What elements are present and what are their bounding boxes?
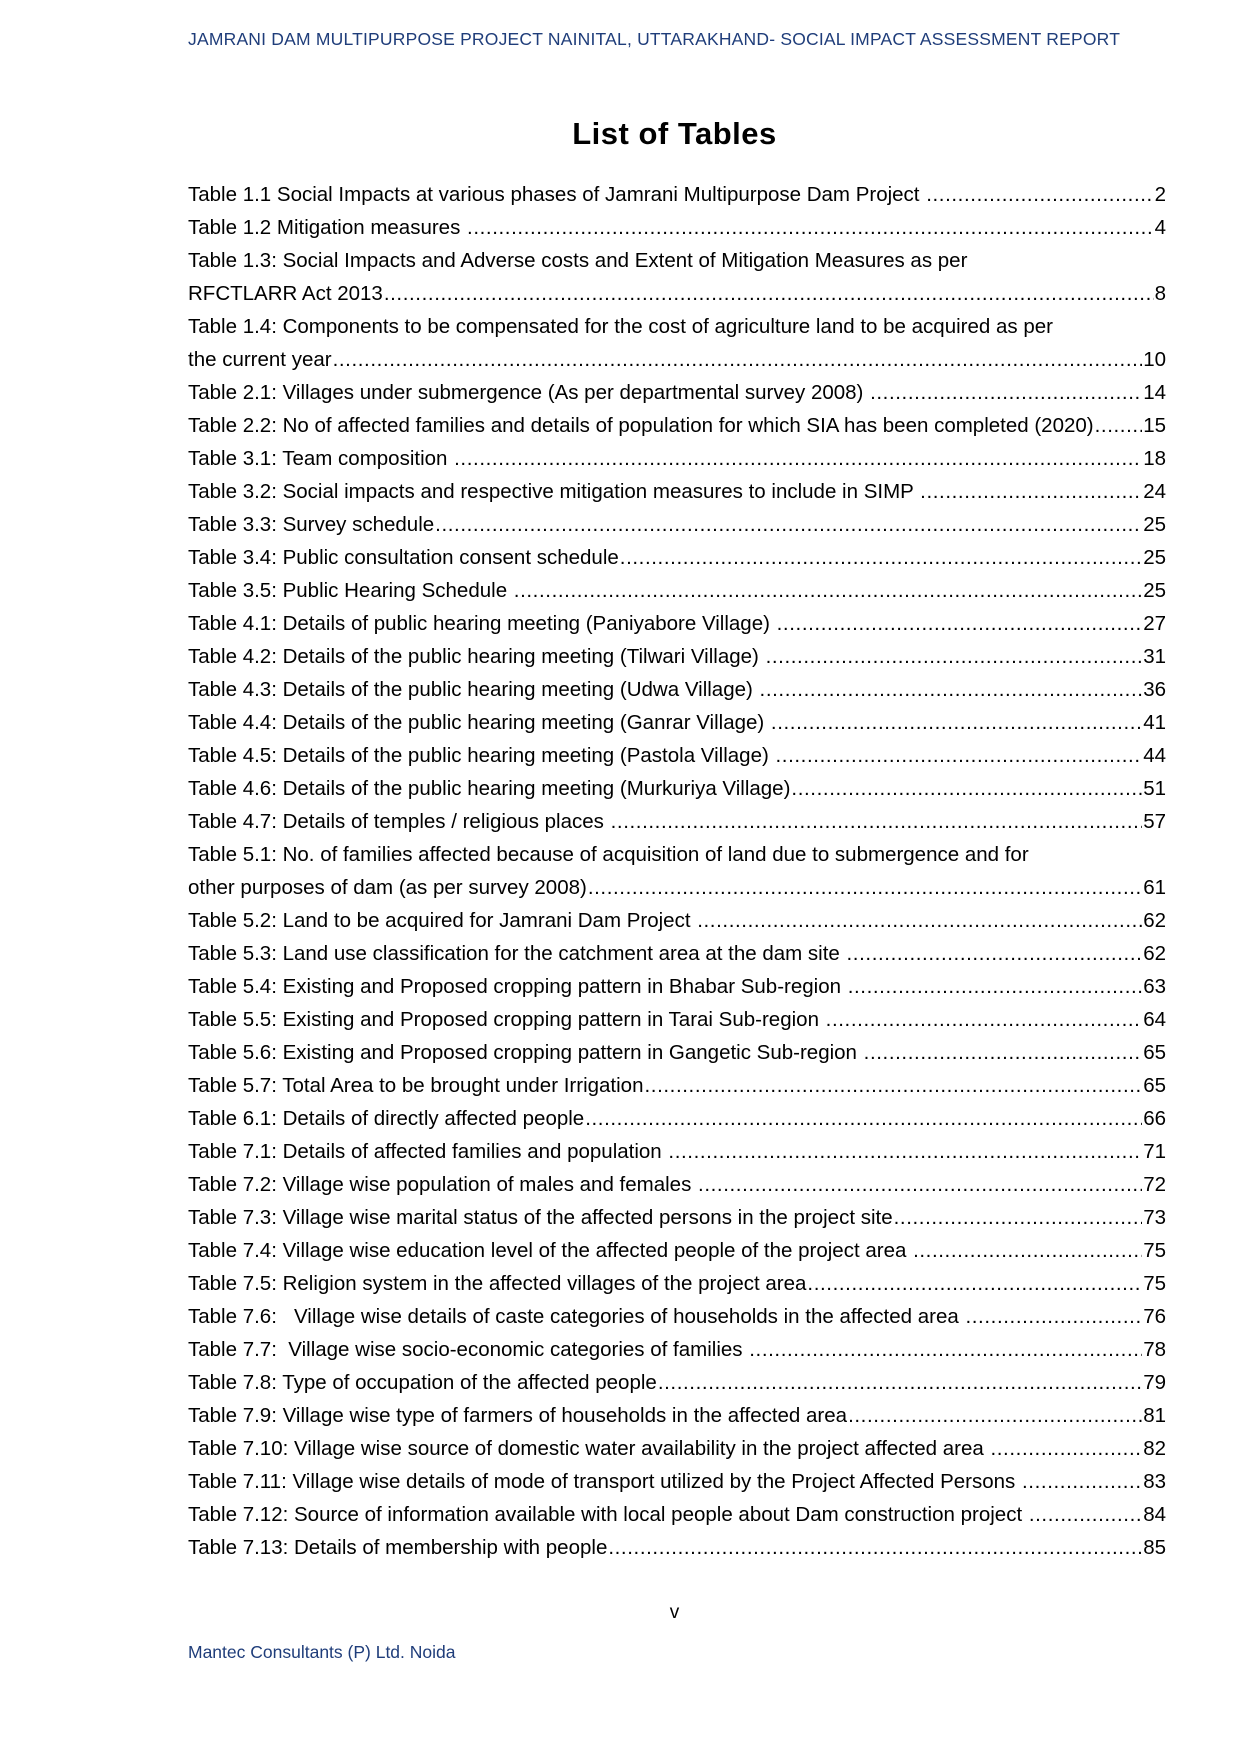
toc-entry-title: Table 3.3: Survey schedule bbox=[188, 513, 435, 536]
toc-entry-page: 76 bbox=[1143, 1305, 1166, 1328]
dot-leader bbox=[435, 508, 1142, 541]
toc-entry[interactable] bbox=[188, 1432, 1166, 1465]
toc-entry-page: 72 bbox=[1143, 1173, 1166, 1196]
dot-leader bbox=[333, 343, 1143, 376]
dot-leader bbox=[913, 1234, 1142, 1267]
toc-entry-page: 84 bbox=[1143, 1503, 1166, 1526]
toc-entry-title: Table 2.2: No of affected families and details of population for which SIA has been completed (2020) bbox=[188, 414, 1094, 437]
toc-entry-title: Table 4.3: Details of the public hearing meeting (Udwa Village) bbox=[188, 678, 759, 701]
toc-entry-title: the current year bbox=[188, 348, 332, 371]
dot-leader bbox=[514, 574, 1142, 607]
toc-entry-page: 24 bbox=[1143, 480, 1166, 503]
toc-entry-page: 25 bbox=[1143, 513, 1166, 536]
toc-entry-title: Table 1.3: Social Impacts and Adverse costs and Extent of Mitigation Measures as per bbox=[188, 249, 968, 272]
toc-entry[interactable] bbox=[188, 1531, 1166, 1564]
toc-entry-title: Table 7.11: Village wise details of mode of transport utilized by the Project Affected Persons bbox=[188, 1470, 1022, 1493]
toc-entry[interactable] bbox=[188, 376, 1166, 409]
toc-entry[interactable] bbox=[188, 673, 1166, 706]
dot-leader bbox=[620, 541, 1142, 574]
dot-leader bbox=[791, 772, 1142, 805]
toc-entry[interactable] bbox=[188, 1465, 1166, 1498]
toc-entry-page: 61 bbox=[1143, 876, 1166, 899]
toc-entry-page: 81 bbox=[1143, 1404, 1166, 1427]
dot-leader bbox=[611, 805, 1143, 838]
toc-entry-page: 64 bbox=[1143, 1008, 1166, 1031]
dot-leader bbox=[848, 970, 1142, 1003]
toc-entry-title: Table 4.4: Details of the public hearing meeting (Ganrar Village) bbox=[188, 711, 770, 734]
dot-leader bbox=[467, 211, 1154, 244]
toc-entry-title: Table 4.6: Details of the public hearing meeting (Murkuriya Village) bbox=[188, 777, 791, 800]
toc-entry[interactable] bbox=[188, 706, 1166, 739]
footer-company: Mantec Consultants (P) Ltd. Noida bbox=[188, 1642, 456, 1662]
toc-entry-title: Table 5.4: Existing and Proposed cropping pattern in Bhabar Sub-region bbox=[188, 975, 847, 998]
toc-entry-title: Table 7.1: Details of affected families and population bbox=[188, 1140, 668, 1163]
toc-entry[interactable] bbox=[188, 1135, 1166, 1168]
toc-entry[interactable] bbox=[188, 772, 1166, 805]
toc-entry-page: 31 bbox=[1143, 645, 1166, 668]
toc-entry-title: Table 7.12: Source of information available with local people about Dam construction project bbox=[188, 1503, 1028, 1526]
toc-entry-page: 78 bbox=[1143, 1338, 1166, 1361]
toc-entry[interactable] bbox=[188, 739, 1166, 772]
toc-entry-title: Table 4.5: Details of the public hearing meeting (Pastola Village) bbox=[188, 744, 775, 767]
toc-entry-title: Table 7.13: Details of membership with people bbox=[188, 1536, 608, 1559]
dot-leader bbox=[777, 607, 1143, 640]
toc-entry-page: 65 bbox=[1143, 1074, 1166, 1097]
toc-entry-page: 57 bbox=[1143, 810, 1166, 833]
dot-leader bbox=[826, 1003, 1143, 1036]
toc-entry-title: Table 7.3: Village wise marital status of the affected persons in the project site bbox=[188, 1206, 893, 1229]
toc-entry-title: Table 7.8: Type of occupation of the affected people bbox=[188, 1371, 657, 1394]
dot-leader bbox=[608, 1531, 1142, 1564]
toc-entry-title: Table 1.1 Social Impacts at various phases of Jamrani Multipurpose Dam Project bbox=[188, 183, 926, 206]
toc-entry-page: 62 bbox=[1143, 942, 1166, 965]
toc-entry[interactable] bbox=[188, 1102, 1166, 1135]
toc-entry-page: 85 bbox=[1143, 1536, 1166, 1559]
toc-entry[interactable] bbox=[188, 409, 1166, 442]
toc-entry-title: Table 5.3: Land use classification for the catchment area at the dam site bbox=[188, 942, 846, 965]
toc-entry[interactable] bbox=[188, 1201, 1166, 1234]
dot-leader bbox=[920, 475, 1142, 508]
toc-entry[interactable] bbox=[188, 178, 1166, 211]
dot-leader bbox=[776, 739, 1143, 772]
dot-leader bbox=[454, 442, 1142, 475]
dot-leader bbox=[990, 1432, 1142, 1465]
toc-entry-page: 51 bbox=[1143, 777, 1166, 800]
dot-leader bbox=[658, 1366, 1142, 1399]
toc-entry[interactable] bbox=[188, 1267, 1166, 1300]
toc-entry[interactable] bbox=[188, 508, 1166, 541]
toc-entry-title: Table 4.1: Details of public hearing meeting (Paniyabore Village) bbox=[188, 612, 776, 635]
toc-entry-title: Table 7.4: Village wise education level of the affected people of the project area bbox=[188, 1239, 913, 1262]
toc-entry-page: 25 bbox=[1143, 546, 1166, 569]
dot-leader bbox=[749, 1333, 1142, 1366]
toc-entry-title: Table 3.2: Social impacts and respective mitigation measures to include in SIMP bbox=[188, 480, 920, 503]
toc-entry-title: Table 7.2: Village wise population of males and females bbox=[188, 1173, 698, 1196]
dot-leader bbox=[807, 1267, 1142, 1300]
running-header: JAMRANI DAM MULTIPURPOSE PROJECT NAINITAL, UTTARAKHAND- SOCIAL IMPACT ASSESSMENT REPORT bbox=[188, 29, 1121, 49]
toc-entry-title: Table 1.2 Mitigation measures bbox=[188, 216, 467, 239]
toc-entry-title: Table 3.4: Public consultation consent schedule bbox=[188, 546, 619, 569]
toc-entry-title: other purposes of dam (as per survey 2008) bbox=[188, 876, 587, 899]
toc-entry[interactable] bbox=[188, 904, 1166, 937]
toc-entry-page: 71 bbox=[1143, 1140, 1166, 1163]
page-number: v bbox=[669, 1602, 680, 1623]
toc-entry-title: Table 7.10: Village wise source of domestic water availability in the project affected area bbox=[188, 1437, 990, 1460]
toc-entry-page: 8 bbox=[1154, 282, 1166, 305]
toc-entry[interactable] bbox=[188, 541, 1166, 574]
toc-entry-page: 83 bbox=[1143, 1470, 1166, 1493]
dot-leader bbox=[668, 1135, 1142, 1168]
toc-entry-title: Table 4.2: Details of the public hearing meeting (Tilwari Village) bbox=[188, 645, 765, 668]
dot-leader bbox=[698, 1168, 1142, 1201]
dot-leader bbox=[585, 1102, 1142, 1135]
toc-entry-title: Table 7.5: Religion system in the affected villages of the project area bbox=[188, 1272, 807, 1295]
dot-leader bbox=[1095, 409, 1143, 442]
toc-entry[interactable] bbox=[188, 937, 1166, 970]
toc-entry-title: Table 5.7: Total Area to be brought under Irrigation bbox=[188, 1074, 644, 1097]
toc-entry[interactable] bbox=[188, 244, 1166, 310]
toc-entry-page: 4 bbox=[1154, 216, 1166, 239]
toc-entry-page: 14 bbox=[1143, 381, 1166, 404]
toc-entry-title: RFCTLARR Act 2013 bbox=[188, 282, 383, 305]
toc-entry-page: 73 bbox=[1143, 1206, 1166, 1229]
toc-entry-page: 41 bbox=[1143, 711, 1166, 734]
dot-leader bbox=[384, 277, 1154, 310]
dot-leader bbox=[771, 706, 1142, 739]
toc-entry-title: Table 1.4: Components to be compensated for the cost of agriculture land to be acquired as per bbox=[188, 315, 1053, 338]
toc-entry[interactable] bbox=[188, 640, 1166, 673]
toc-entry[interactable] bbox=[188, 574, 1166, 607]
toc-entry-title: Table 5.2: Land to be acquired for Jamrani Dam Project bbox=[188, 909, 697, 932]
toc-entry[interactable] bbox=[188, 1003, 1166, 1036]
toc-entry-page: 62 bbox=[1143, 909, 1166, 932]
toc-entry[interactable] bbox=[188, 1300, 1166, 1333]
toc-entry[interactable] bbox=[188, 1234, 1166, 1267]
toc-entry-title: Table 5.1: No. of families affected because of acquisition of land due to submergence and for bbox=[188, 843, 1029, 866]
dot-leader bbox=[697, 904, 1142, 937]
dot-leader bbox=[847, 937, 1143, 970]
toc-entry[interactable] bbox=[188, 475, 1166, 508]
dot-leader bbox=[870, 376, 1142, 409]
toc-entry-page: 27 bbox=[1143, 612, 1166, 635]
toc-entry[interactable] bbox=[188, 1498, 1166, 1531]
toc-entry[interactable] bbox=[188, 211, 1166, 244]
toc-entry-title: Table 3.1: Team composition bbox=[188, 447, 454, 470]
toc-entry[interactable] bbox=[188, 1399, 1166, 1432]
toc-entry-title: Table 6.1: Details of directly affected people bbox=[188, 1107, 585, 1130]
dot-leader bbox=[766, 640, 1143, 673]
toc-entry[interactable] bbox=[188, 607, 1166, 640]
toc-entry[interactable] bbox=[188, 1069, 1166, 1102]
toc-entry-page: 44 bbox=[1143, 744, 1166, 767]
dot-leader bbox=[864, 1036, 1143, 1069]
toc-entry-title: Table 3.5: Public Hearing Schedule bbox=[188, 579, 513, 602]
toc-entry-title: Table 5.5: Existing and Proposed cropping pattern in Tarai Sub-region bbox=[188, 1008, 825, 1031]
dot-leader bbox=[760, 673, 1143, 706]
toc-entry-title: Table 4.7: Details of temples / religious places bbox=[188, 810, 610, 833]
toc-entry-page: 65 bbox=[1143, 1041, 1166, 1064]
toc-entry-page: 66 bbox=[1143, 1107, 1166, 1130]
toc-entry-title: Table 7.6: Village wise details of caste categories of households in the affected area bbox=[188, 1305, 965, 1328]
toc-entry-page: 18 bbox=[1143, 447, 1166, 470]
toc-entry-page: 75 bbox=[1143, 1239, 1166, 1262]
page-title: List of Tables bbox=[572, 116, 777, 151]
list-of-tables bbox=[188, 178, 1166, 1564]
toc-entry[interactable] bbox=[188, 1366, 1166, 1399]
toc-entry-page: 10 bbox=[1143, 348, 1166, 371]
toc-entry-page: 15 bbox=[1143, 414, 1166, 437]
dot-leader bbox=[965, 1300, 1142, 1333]
toc-entry-page: 2 bbox=[1154, 183, 1166, 206]
toc-entry-title: Table 5.6: Existing and Proposed cropping pattern in Gangetic Sub-region bbox=[188, 1041, 863, 1064]
toc-entry-page: 82 bbox=[1143, 1437, 1166, 1460]
dot-leader bbox=[1022, 1465, 1142, 1498]
toc-entry[interactable] bbox=[188, 970, 1166, 1003]
dot-leader bbox=[1029, 1498, 1142, 1531]
toc-entry[interactable] bbox=[188, 1168, 1166, 1201]
dot-leader bbox=[588, 871, 1142, 904]
toc-entry-title: Table 2.1: Villages under submergence (As per departmental survey 2008) bbox=[188, 381, 870, 404]
dot-leader bbox=[848, 1399, 1142, 1432]
dot-leader bbox=[644, 1069, 1142, 1102]
toc-entry[interactable] bbox=[188, 310, 1166, 376]
dot-leader bbox=[926, 178, 1153, 211]
toc-entry[interactable] bbox=[188, 1036, 1166, 1069]
toc-entry-title: Table 7.7: Village wise socio-economic categories of families bbox=[188, 1338, 749, 1361]
toc-entry-page: 36 bbox=[1143, 678, 1166, 701]
toc-entry-page: 63 bbox=[1143, 975, 1166, 998]
toc-entry-page: 25 bbox=[1143, 579, 1166, 602]
toc-entry[interactable] bbox=[188, 442, 1166, 475]
toc-entry-title: Table 7.9: Village wise type of farmers of households in the affected area bbox=[188, 1404, 848, 1427]
dot-leader bbox=[894, 1201, 1143, 1234]
toc-entry-page: 75 bbox=[1143, 1272, 1166, 1295]
toc-entry[interactable] bbox=[188, 838, 1166, 904]
toc-entry-page: 79 bbox=[1143, 1371, 1166, 1394]
toc-entry[interactable] bbox=[188, 805, 1166, 838]
toc-entry[interactable] bbox=[188, 1333, 1166, 1366]
